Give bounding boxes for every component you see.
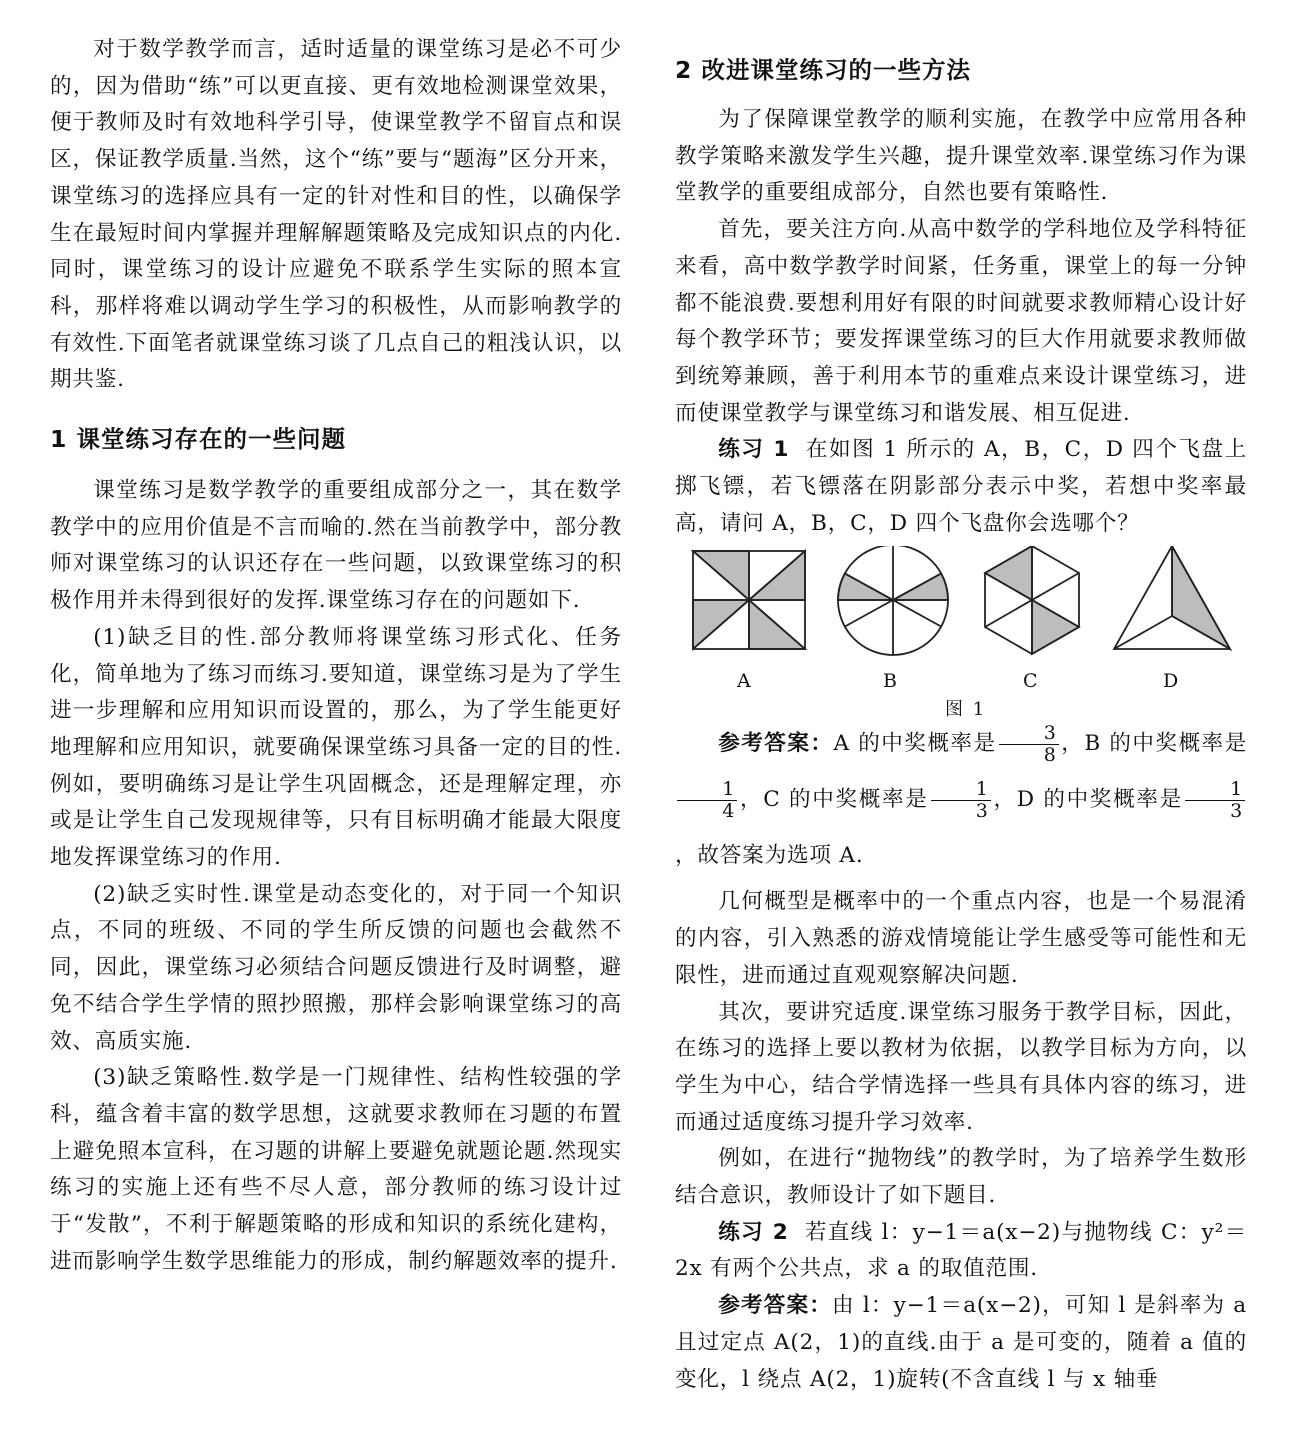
figure-label-a: A <box>737 670 751 693</box>
problem-2-paragraph: (2)缺乏实时性.课堂是动态变化的，对于同一个知识点，不同的班级、不同的学生所反馈的问题也会截然不同，因此，课堂练习必须结合问题反馈进行及时调整，避免不结合学生学情的照抄照搬，那样会影响课堂练习的高效、高质实施. <box>50 881 622 1054</box>
dartboard-c <box>985 546 1079 654</box>
figure-label-b: B <box>883 670 897 693</box>
right-column <box>675 0 1247 1398</box>
fraction-c: $\frac{1}{3}$ <box>931 779 991 822</box>
section-1-paragraph: 课堂练习是数学教学的重要组成部分之一，其在数学教学中的应用价值是不言而喻的.然在当前教学中，部分教师对课堂练习的认识还存在一些问题，以致课堂练习的积极作用并未得到很好的发挥.课堂练习存在的问题如下. <box>50 478 622 614</box>
dartboards-figure <box>675 546 1247 676</box>
dartboard-d <box>1114 546 1230 649</box>
answer-1-label: 参考答案： <box>718 731 834 757</box>
exercise-1 <box>675 432 1247 542</box>
exercise-2-text: 若直线 l：y−1＝a(x−2)与抛物线 C：y²＝2x 有两个公共点，求 a 的取值范围. <box>675 1219 1248 1282</box>
section-2-paragraph: 为了保障课堂教学的顺利实施，在教学中应常用各种教学策略来激发学生兴趣，提升课堂效率.课堂练习作为课堂教学的重要组成部分，自然也要有策略性. <box>675 107 1247 206</box>
fraction-d: $\frac{1}{3}$ <box>1185 779 1245 822</box>
answer-1 <box>675 716 1247 884</box>
answer-1-text-a: A 的中奖概率是 <box>833 731 997 757</box>
figure-label-d: D <box>1163 670 1179 693</box>
exercise-2 <box>675 1215 1247 1288</box>
moderation-paragraph: 其次，要讲究适度.课堂练习服务于教学目标，因此，在练习的选择上要以教材为依据，以教学目标为方向，以学生为中心，结合学情选择一些具有具体内容的练习，进而通过适度练习提升学习效率. <box>675 999 1247 1135</box>
answer-1-text-d: ，D 的中奖概率是 <box>992 787 1183 813</box>
figure-caption: 图 1 <box>945 699 987 721</box>
geometric-probability-paragraph: 几何概型是概率中的一个重点内容，也是一个易混淆的内容，引入熟悉的游戏情境能让学生感受等可能性和无限性，进而通过直观观察解决问题. <box>675 889 1247 988</box>
answer-1-text-c: ，C 的中奖概率是 <box>739 787 929 813</box>
intro-paragraph: 对于数学教学而言，适时适量的课堂练习是必不可少的，因为借助“练”可以更直接、更有效地检测课堂效果，便于教师及时有效地科学引导，使课堂教学不留盲点和误区，保证教学质量.当然，这个“练”要与“题海”区分开来，课堂练习的选择应具有一定的针对性和目的性，以确保学生在最短时间内掌握并理解解题策略及完成知识点的内化.同时，课堂练习的设计应避免不联系学生实际的照本宣科，那样将难以调动学生学习的积极性，从而影响教学的有效性.下面笔者就课堂练习谈了几点自己的粗浅认识，以期共鉴. <box>50 37 622 393</box>
figure-1 <box>675 542 1247 721</box>
problem-1-paragraph: (1)缺乏目的性.部分教师将课堂练习形式化、任务化，简单地为了练习而练习.要知道，课堂练习是为了学生进一步理解和应用知识而设置的，那么，为了学生能更好地理解和应用知识，就要确保课堂练习具备一定的目的性.例如，要明确练习是让学生巩固概念，还是理解定理，亦或是让学生自己发现规律等，只有目标明确才能最大限度地发挥课堂练习的作用. <box>50 624 622 871</box>
dartboard-b <box>838 546 948 655</box>
parabola-paragraph: 例如，在进行“抛物线”的教学时，为了培养学生数形结合意识，教师设计了如下题目. <box>675 1146 1247 1209</box>
direction-paragraph: 首先，要关注方向.从高中数学的学科地位及学科特征来看，高中数学教学时间紧，任务重，课堂上的每一分钟都不能浪费.要想利用好有限的时间就要求教师精心设计好每个教学环节；要发挥课堂练习的巨大作用就要求教师做到统筹兼顾，善于利用本节的重难点来设计课堂练习，进而使课堂教学与课堂练习和谐发展、相互促进. <box>675 217 1247 426</box>
answer-2-label: 参考答案： <box>718 1293 833 1319</box>
answer-1-text-b: ，B 的中奖概率是 <box>1060 731 1247 757</box>
exercise-1-text: 在如图 1 所示的 A，B，C，D 四个飞盘上掷飞镖，若飞镖落在阴影部分表示中奖，若想中奖率最高，请问 A，B，C，D 四个飞盘你会选哪个？ <box>675 437 1247 536</box>
problem-3-paragraph: (3)缺乏策略性.数学是一门规律性、结构性较强的学科，蕴含着丰富的数学思想，这就要求教师在习题的布置上避免照本宣科，在习题的讲解上要避免就题论题.然现实练习的实施上还有些不尽人意，部分教师的练习设计过于“发散”，不利于解题策略的形成和知识的系统化建构，进而影响学生数学思维能力的形成，制约解题效率的提升. <box>50 1065 622 1274</box>
figure-label-c: C <box>1023 670 1038 693</box>
section-1-heading: 1 课堂练习存在的一些问题 <box>50 425 347 454</box>
answer-1-text-e: ，故答案为选项 A. <box>675 843 864 869</box>
answer-2-text: 由 l：y−1＝a(x−2)，可知 l 是斜率为 a 且过定点 A(2，1)的直线.由于 a 是可变的，随着 a 值的变化，l 绕点 A(2，1)旋转(不含直线 l 与 x 轴垂 <box>675 1293 1247 1392</box>
fraction-b: $\frac{1}{4}$ <box>677 779 737 822</box>
exercise-2-label: 练习 2 <box>718 1219 789 1245</box>
section-2-heading: 2 改进课堂练习的一些方法 <box>675 56 972 84</box>
dartboard-a <box>693 551 805 649</box>
answer-2 <box>675 1288 1247 1398</box>
left-column <box>50 0 622 1281</box>
exercise-1-label: 练习 1 <box>718 437 790 463</box>
fraction-a: $\frac{3}{8}$ <box>999 723 1059 766</box>
